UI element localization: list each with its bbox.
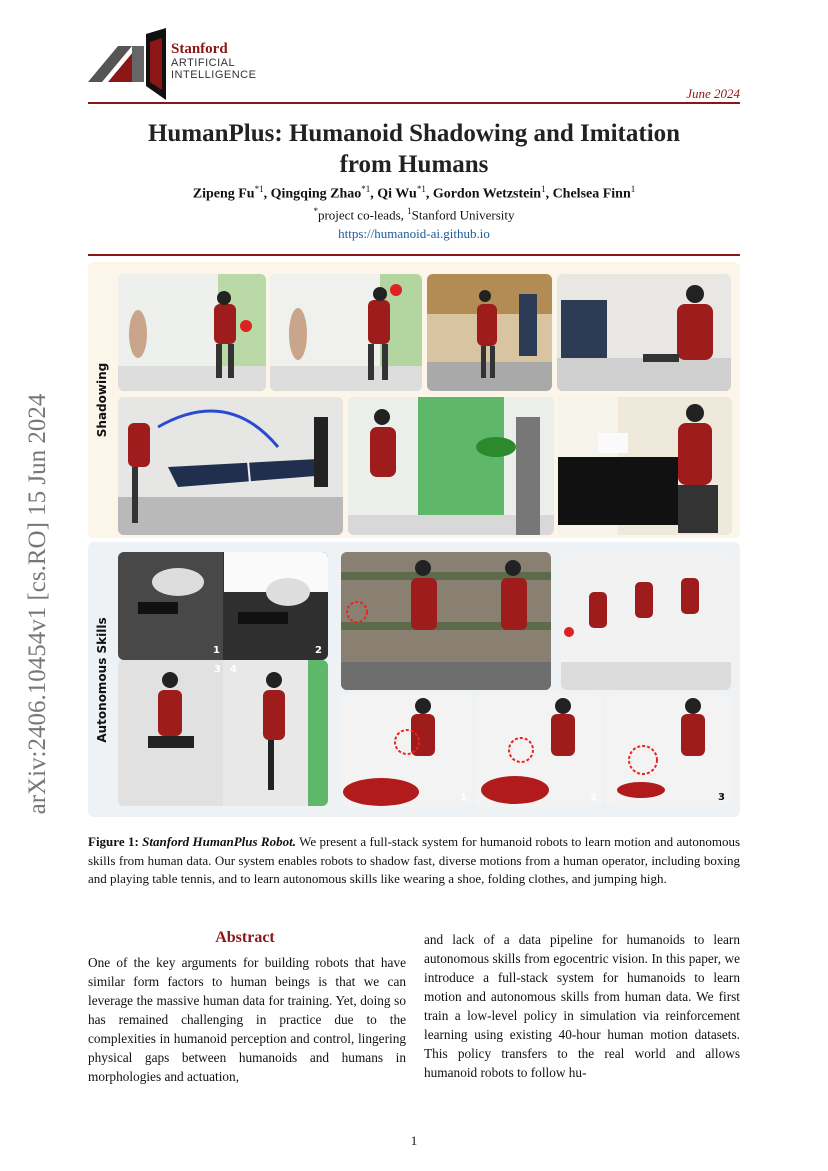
title-line-2: from Humans: [339, 151, 489, 178]
page-number: 1: [410, 1133, 418, 1148]
photo-folding-3: [605, 694, 731, 807]
panel-number-folding-3: 3: [718, 792, 725, 803]
caption-text: We present a full-stack system for humanoid robots to learn motion and autonomous skills from human data. Our system enables robots to shadow fast, diverse motions from a human operator, including boxing and playing table tennis, and to learn autonomous skills like wearing a shoe, folding clothes, and jumping high.: [88, 834, 740, 886]
panel-number-2: 2: [315, 645, 322, 656]
stanford-ai-logo-icon: [88, 28, 168, 102]
logo-line-stanford: Stanford: [171, 41, 228, 57]
paper-title: [88, 118, 740, 180]
photo-typing-robot: [557, 274, 731, 391]
photo-table-tennis: [118, 397, 343, 535]
header-rule: [88, 102, 740, 104]
panel-number-folding-2: 2: [590, 792, 597, 803]
logo-line-intelligence: INTELLIGENCE: [171, 69, 257, 81]
figure-caption: [88, 833, 740, 889]
logo-text: [171, 42, 256, 81]
photo-boxing-human-robot-1: [118, 274, 266, 391]
abstract-right-column: and lack of a data pipeline for humanoids to learn autonomous skills from egocentric vision. In this paper, we introduce a full-stack system for humanoids to learn motion and autonomous skills from human data. We first train a low-level policy in simulation via reinforcement learning using existing 40-hour human motion datasets. This policy transfers to the real world and allows humanoid robots to follow hu-: [424, 932, 740, 1080]
photo-warehouse-shelves: [341, 552, 551, 690]
autonomous-skills-label: Autonomous Skills: [95, 617, 109, 743]
photo-shoe-steps-1-2: [118, 552, 328, 660]
photo-gesture-shoes: [348, 397, 554, 535]
abstract-heading: Abstract: [215, 929, 275, 946]
shadowing-label: Shadowing: [95, 362, 109, 438]
photo-piano: [558, 397, 732, 535]
panel-number-1: 1: [213, 645, 220, 656]
title-rule: [88, 254, 740, 256]
caption-title: Stanford HumanPlus Robot.: [142, 834, 296, 849]
photo-boxing-human-robot-2: [270, 274, 422, 391]
photo-kitchen-robot: [427, 274, 552, 391]
panel-number-3: 3: [214, 664, 221, 675]
caption-label: Figure 1:: [88, 834, 139, 849]
affiliation: *project co-leads, $^1$Stanford University: [313, 206, 515, 223]
project-url-link[interactable]: https://humanoid-ai.github.io: [338, 226, 490, 241]
abstract-left-column: One of the key arguments for building robots that have similar form factors to human beings is that we can leverage the massive human data for training. Yet, doing so has remained challenging in practice due to the complexities in humanoid perception and control, lingering physical gaps between humanoids and humans in morphologies and actuation,: [88, 955, 406, 1084]
photo-folding-1: [341, 694, 473, 807]
photo-shoe-steps-3-4: [118, 660, 328, 806]
figure-1: [88, 262, 740, 818]
photo-folding-2: [475, 694, 603, 807]
author-list: Zipeng Fu$^{*1}$, Qingqing Zhao$^{*1}$, Qi Wu$^{*1}$, Gordon Wetzstein$^1$, Chelsea Finn$^1$: [192, 184, 636, 202]
photo-jumping: [561, 552, 731, 690]
logo-line-artificial: ARTIFICIAL: [171, 57, 236, 69]
panel-number-folding-1: 1: [460, 792, 467, 803]
panel-number-4: 4: [230, 664, 237, 675]
publication-date: June 2024: [686, 86, 740, 101]
title-line-1: HumanPlus: Humanoid Shadowing and Imitation: [147, 120, 681, 147]
arxiv-identifier: arXiv:2406.10454v1 [cs.RO] 15 Jun 2024: [24, 393, 51, 815]
